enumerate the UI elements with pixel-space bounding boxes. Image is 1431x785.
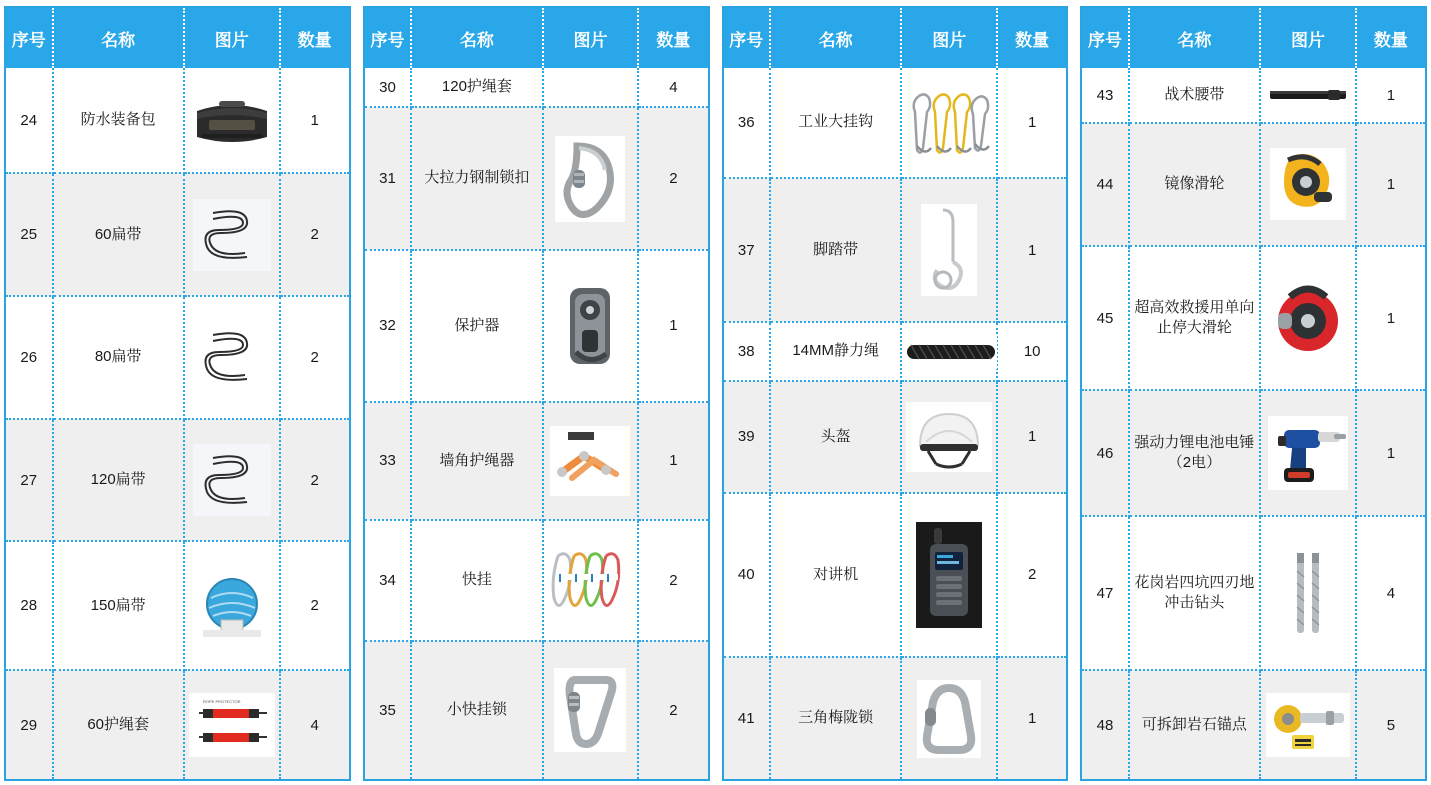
- cell-image: [184, 173, 280, 296]
- cell-index: 36: [724, 68, 771, 178]
- column-header-quantity: 数量: [997, 8, 1066, 68]
- table-row: [6, 419, 349, 542]
- cell-quantity: 2: [280, 296, 349, 419]
- table-row: [1082, 246, 1425, 391]
- cell-image: [184, 670, 280, 779]
- cell-quantity: 1: [1356, 123, 1425, 246]
- column-header-index: 序号: [724, 8, 771, 68]
- cell-name: 小快挂锁: [411, 641, 542, 779]
- table-row: [365, 520, 708, 641]
- cell-quantity: 1: [280, 68, 349, 173]
- column-header-index: 序号: [6, 8, 53, 68]
- table-header-row: [365, 8, 708, 68]
- cell-image: [1260, 516, 1356, 670]
- cell-index: 40: [724, 493, 771, 658]
- cell-index: 48: [1082, 670, 1129, 779]
- cell-name: 三角梅陇锁: [770, 657, 901, 779]
- cell-index: 28: [6, 541, 53, 670]
- cell-quantity: 2: [638, 641, 707, 779]
- table-row: [6, 68, 349, 173]
- column-header-quantity: 数量: [280, 8, 349, 68]
- cell-quantity: 4: [1356, 516, 1425, 670]
- tactical-belt-image: [1266, 80, 1350, 110]
- cell-image: [184, 68, 280, 173]
- column-header-image: 图片: [1260, 8, 1356, 68]
- cell-quantity: 2: [280, 541, 349, 670]
- cell-image: [901, 493, 997, 658]
- cell-name: 快挂: [411, 520, 542, 641]
- cell-image: [184, 419, 280, 542]
- table-row: [365, 68, 708, 107]
- table-row: [6, 296, 349, 419]
- cell-name: 花岗岩四坑四刃地冲击钻头: [1129, 516, 1260, 670]
- cell-quantity: 5: [1356, 670, 1425, 779]
- cell-image: [901, 322, 997, 381]
- cell-quantity: 1: [1356, 390, 1425, 516]
- cell-image: [1260, 670, 1356, 779]
- rope-protector-image: [189, 693, 275, 757]
- cell-image: [901, 178, 997, 322]
- yellow-pulley-image: [1270, 148, 1346, 220]
- rock-anchor-image: [1266, 693, 1350, 757]
- cell-name: 墙角护绳器: [411, 402, 542, 520]
- cell-quantity: 1: [1356, 246, 1425, 391]
- table-row: [724, 381, 1067, 493]
- small-carabiner-image: [554, 668, 626, 752]
- column-header-image: 图片: [543, 8, 639, 68]
- cell-name: 头盔: [770, 381, 901, 493]
- cell-name: 战术腰带: [1129, 68, 1260, 123]
- hammer-drill-image: [1268, 416, 1348, 490]
- cell-name: 保护器: [411, 250, 542, 402]
- cell-name: 大拉力钢制锁扣: [411, 107, 542, 250]
- table-header-row: [1082, 8, 1425, 68]
- cell-quantity: 1: [997, 178, 1066, 322]
- table-row: [365, 250, 708, 402]
- table-row: [365, 402, 708, 520]
- cell-image: [543, 641, 639, 779]
- cell-quantity: 10: [997, 322, 1066, 381]
- cell-name: 工业大挂钩: [770, 68, 901, 178]
- table-row: [6, 541, 349, 670]
- column-header-name: 名称: [1129, 8, 1260, 68]
- cell-index: 26: [6, 296, 53, 419]
- cell-name: 120扁带: [53, 419, 184, 542]
- walkie-talkie-image: [916, 522, 982, 628]
- cell-image: [184, 541, 280, 670]
- inventory-table-3: [724, 8, 1067, 779]
- cell-image: [1260, 123, 1356, 246]
- cell-image: [901, 68, 997, 178]
- column-header-index: 序号: [365, 8, 412, 68]
- table-row: [1082, 68, 1425, 123]
- table-row: [724, 178, 1067, 322]
- cell-index: 31: [365, 107, 412, 250]
- table-header-row: [724, 8, 1067, 68]
- cell-image: [901, 381, 997, 493]
- column-header-name: 名称: [770, 8, 901, 68]
- cell-image: [1260, 68, 1356, 123]
- cell-image: [543, 107, 639, 250]
- inventory-panel-3: [722, 6, 1069, 781]
- cell-quantity: 1: [638, 250, 707, 402]
- cell-name: 150扁带: [53, 541, 184, 670]
- column-header-name: 名称: [411, 8, 542, 68]
- triangle-maillon-image: [917, 680, 981, 758]
- cell-index: 44: [1082, 123, 1129, 246]
- foot-loop-image: [921, 204, 977, 296]
- cell-name: 防水装备包: [53, 68, 184, 173]
- cell-image: [543, 68, 639, 107]
- cell-index: 37: [724, 178, 771, 322]
- cell-quantity: 1: [638, 402, 707, 520]
- cell-image: [184, 296, 280, 419]
- static-rope-image: [905, 335, 993, 369]
- cell-index: 30: [365, 68, 412, 107]
- column-header-index: 序号: [1082, 8, 1129, 68]
- webbing-sling-image: [193, 444, 271, 516]
- cell-name: 80扁带: [53, 296, 184, 419]
- cell-index: 39: [724, 381, 771, 493]
- cell-name: 对讲机: [770, 493, 901, 658]
- webbing-sling-image: [193, 199, 271, 271]
- cell-quantity: 1: [997, 68, 1066, 178]
- industrial-hooks-image: [905, 88, 993, 158]
- table-row: [724, 68, 1067, 178]
- cell-index: 25: [6, 173, 53, 296]
- column-header-quantity: 数量: [638, 8, 707, 68]
- cell-quantity: 4: [638, 68, 707, 107]
- cell-index: 32: [365, 250, 412, 402]
- cell-index: 46: [1082, 390, 1129, 516]
- cell-index: 29: [6, 670, 53, 779]
- svg-text:ROPE PROTECTOR: ROPE PROTECTOR: [202, 699, 241, 705]
- table-row: [6, 670, 349, 779]
- cell-image: [543, 250, 639, 402]
- table-row: [1082, 390, 1425, 516]
- cell-index: 24: [6, 68, 53, 173]
- cell-index: 27: [6, 419, 53, 542]
- cell-name: 超高效救援用单向止停大滑轮: [1129, 246, 1260, 391]
- cell-name: 14MM静力绳: [770, 322, 901, 381]
- table-row: [724, 322, 1067, 381]
- inventory-panel-2: [363, 6, 710, 781]
- cell-quantity: 2: [638, 520, 707, 641]
- cell-name: 可拆卸岩石锚点: [1129, 670, 1260, 779]
- cell-quantity: 1: [997, 381, 1066, 493]
- edge-roller-image: [550, 426, 630, 496]
- table-row: [724, 493, 1067, 658]
- cell-index: 34: [365, 520, 412, 641]
- cell-index: 45: [1082, 246, 1129, 391]
- column-header-image: 图片: [901, 8, 997, 68]
- duffel-bag-image: [189, 89, 275, 151]
- cell-name: 脚踏带: [770, 178, 901, 322]
- table-row: [1082, 123, 1425, 246]
- cell-quantity: 1: [997, 657, 1066, 779]
- cell-index: 41: [724, 657, 771, 779]
- cell-image: [543, 520, 639, 641]
- webbing-sling-image: [193, 321, 271, 393]
- belay-device-image: [556, 280, 624, 372]
- table-row: [6, 173, 349, 296]
- inventory-panel-4: [1080, 6, 1427, 781]
- table-row: [365, 641, 708, 779]
- cell-name: 120护绳套: [411, 68, 542, 107]
- helmet-image: [906, 402, 992, 472]
- red-rescue-pulley-image: [1268, 275, 1348, 361]
- inventory-table-4: [1082, 8, 1425, 779]
- table-header-row: [6, 8, 349, 68]
- table-row: [365, 107, 708, 250]
- steel-carabiner-image: [555, 136, 625, 222]
- cell-image: [901, 657, 997, 779]
- cell-index: 35: [365, 641, 412, 779]
- column-header-image: 图片: [184, 8, 280, 68]
- cell-quantity: 2: [638, 107, 707, 250]
- column-header-quantity: 数量: [1356, 8, 1425, 68]
- cell-name: 强动力锂电池电锤（2电）: [1129, 390, 1260, 516]
- cell-index: 47: [1082, 516, 1129, 670]
- drill-bits-image: [1283, 547, 1333, 639]
- cell-index: 43: [1082, 68, 1129, 123]
- cell-quantity: 4: [280, 670, 349, 779]
- cell-image: [543, 402, 639, 520]
- table-row: [724, 657, 1067, 779]
- coiled-rope-image: [193, 568, 271, 644]
- column-header-name: 名称: [53, 8, 184, 68]
- cell-name: 60扁带: [53, 173, 184, 296]
- cell-index: 38: [724, 322, 771, 381]
- cell-name: 60护绳套: [53, 670, 184, 779]
- cell-quantity: 1: [1356, 68, 1425, 123]
- cell-index: 33: [365, 402, 412, 520]
- inventory-table-1: [6, 8, 349, 779]
- table-row: [1082, 670, 1425, 779]
- cell-quantity: 2: [997, 493, 1066, 658]
- inventory-table-2: [365, 8, 708, 779]
- table-row: [1082, 516, 1425, 670]
- quickdraw-set-image: [548, 544, 632, 616]
- cell-image: [1260, 390, 1356, 516]
- inventory-panel-1: [4, 6, 351, 781]
- cell-name: 镜像滑轮: [1129, 123, 1260, 246]
- cell-quantity: 2: [280, 419, 349, 542]
- cell-quantity: 2: [280, 173, 349, 296]
- cell-image: [1260, 246, 1356, 391]
